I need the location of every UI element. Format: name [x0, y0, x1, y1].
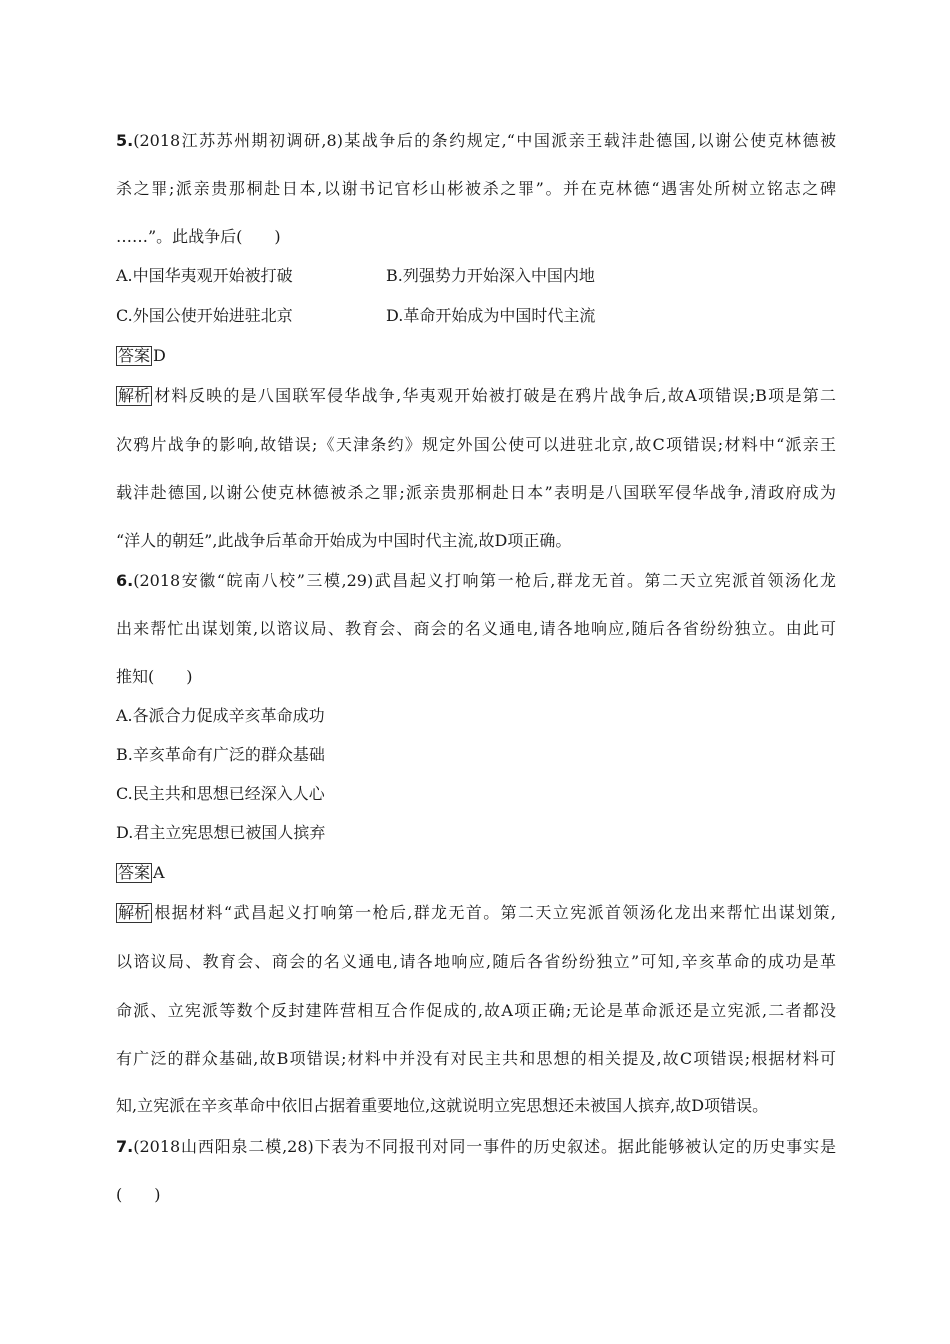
q5-answer-value: D [153, 346, 166, 365]
q5-line-1: 5.(2018江苏苏州期初调研,8)某战争后的条约规定,“中国派亲王载沣赴德国,以谢公使克林德被 [116, 131, 836, 150]
q5-option-c: C.外国公使开始进驻北京 [116, 306, 293, 325]
q6-analysis-line-3: 命派、立宪派等数个反封建阵营相互合作促成的,故A项正确;无论是革命派还是立宪派,二者都没 [116, 1001, 836, 1020]
q5-number: 5. [116, 131, 134, 150]
q5-answer-line [116, 345, 836, 367]
q6-option-a: A.各派合力促成辛亥革命成功 [116, 706, 325, 725]
q5-analysis-label: 解析 [118, 386, 151, 405]
q5-analysis-line-2: 次鸦片战争的影响,故错误;《天津条约》规定外国公使可以进驻北京,故C项错误;材料中“派亲王 [116, 435, 836, 454]
q6-option-c: C.民主共和思想已经深入人心 [116, 784, 325, 803]
q5-option-a: A.中国华夷观开始被打破 [116, 266, 293, 285]
q5-analysis-line-3: 载沣赴德国,以谢公使克林德被杀之罪;派亲贵那桐赴日本”表明是八国联军侵华战争,清政府成为 [116, 483, 836, 502]
q5-option-d: D.革命开始成为中国时代主流 [386, 306, 596, 325]
q6-answer-line [116, 862, 836, 884]
q6-number: 6. [116, 571, 134, 590]
q6-analysis-line-5: 知,立宪派在辛亥革命中依旧占据着重要地位,这就说明立宪思想还未被国人摈弃,故D项错误。 [116, 1096, 769, 1115]
q6-answer-value: A [153, 863, 165, 882]
q5-line-3: ……”。此战争后( ) [116, 227, 281, 246]
q5-option-b: B.列强势力开始深入中国内地 [386, 266, 595, 285]
q6-analysis-line-2: 以谘议局、教育会、商会的名义通电,请各地响应,随后各省纷纷独立”可知,辛亥革命的成功是革 [116, 952, 836, 971]
q5-answer-label: 答案 [118, 346, 151, 365]
q5-analysis-line-4: “洋人的朝廷”,此战争后革命开始成为中国时代主流,故D项正确。 [116, 531, 572, 550]
q7-line-2: ( ) [116, 1185, 161, 1204]
q7-number: 7. [116, 1137, 134, 1156]
q6-line-3: 推知( ) [116, 667, 193, 686]
q5-line-2: 杀之罪;派亲贵那桐赴日本,以谢书记官杉山彬被杀之罪”。并在克林德“遇害处所树立铭志之碑 [116, 179, 836, 198]
q6-line-2: 出来帮忙出谋划策,以谘议局、教育会、商会的名义通电,请各地响应,随后各省纷纷独立。由此可 [116, 619, 836, 638]
q6-analysis-line-4: 有广泛的群众基础,故B项错误;材料中并没有对民主共和思想的相关提及,故C项错误;根据材料可 [116, 1049, 836, 1068]
q6-analysis-line-1: 解析 根据材料“武昌起义打响第一枪后,群龙无首。第二天立宪派首领汤化龙出来帮忙出谋划策, [118, 903, 836, 922]
q6-answer-label: 答案 [118, 863, 151, 882]
q6-line-1: 6.(2018安徽“皖南八校”三模,29)武昌起义打响第一枪后,群龙无首。第二天立宪派首领汤化龙 [116, 571, 836, 590]
q6-option-d: D.君主立宪思想已被国人摈弃 [116, 823, 326, 842]
q6-option-b: B.辛亥革命有广泛的群众基础 [116, 745, 325, 764]
q6-analysis-label: 解析 [118, 903, 151, 922]
q7-line-1: 7.(2018山西阳泉二模,28)下表为不同报刊对同一事件的历史叙述。据此能够被认定的历史事实是 [116, 1137, 836, 1156]
q5-analysis-line-1: 解析 材料反映的是八国联军侵华战争,华夷观开始被打破是在鸦片战争后,故A项错误;B项是第二 [118, 386, 836, 405]
